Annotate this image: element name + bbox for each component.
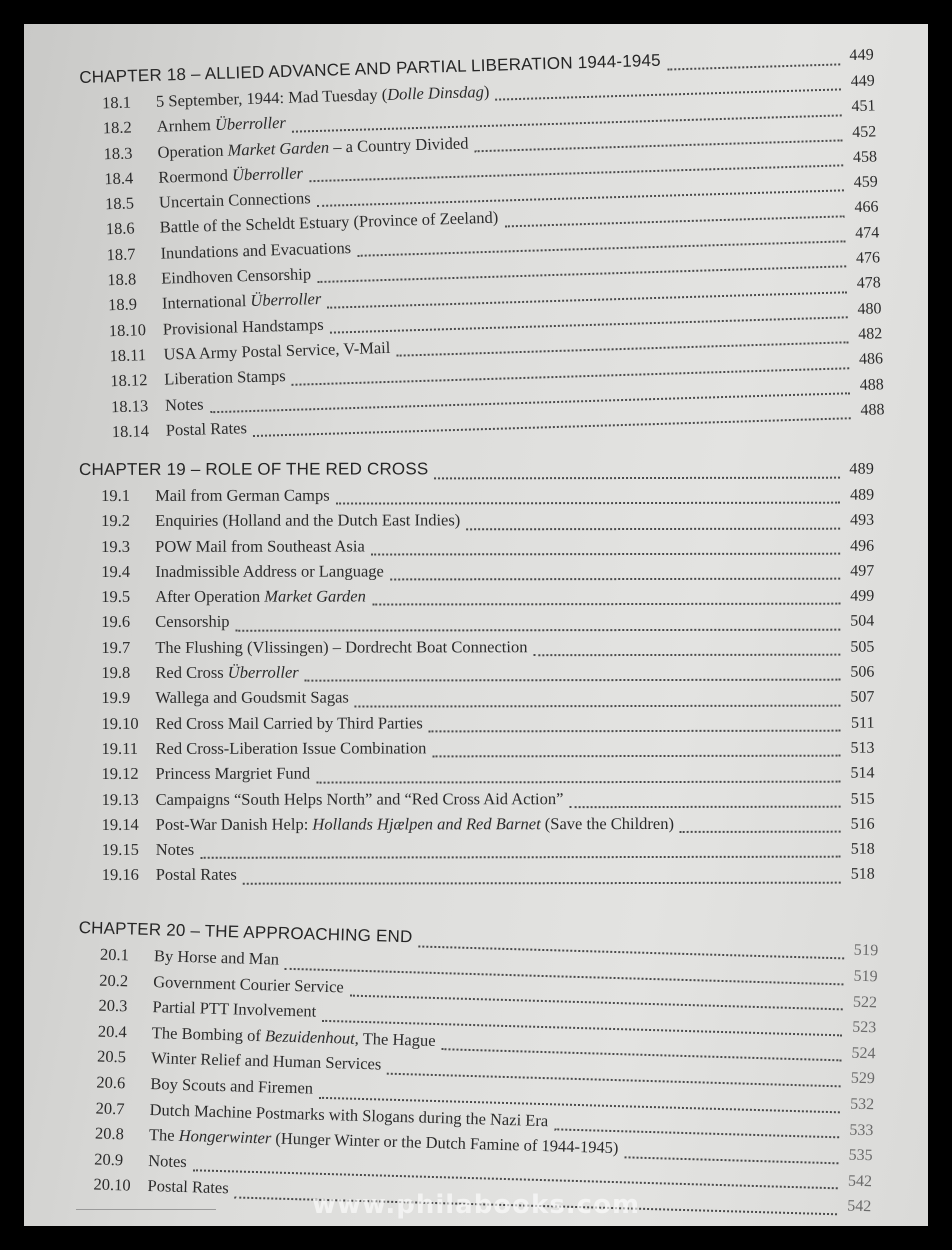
section-title-text: Arnhem [156,115,216,137]
section-title [155,663,298,683]
section-page-number: 505 [850,638,875,656]
section-page-number: 523 [852,1018,877,1037]
section-title [150,1074,313,1099]
section-page-number: 466 [854,198,879,217]
section-title-tail: , The Hague [354,1028,436,1050]
section-title-tail: (Hunger Winter or the Dutch Famine of 1944-1945) [271,1128,619,1158]
section-title [158,163,303,187]
section-number: 19.14 [101,814,139,834]
section-number: 20.5 [96,1046,127,1067]
toc-entry [79,611,874,638]
section-number: 20.2 [99,970,129,990]
section-title [156,840,195,860]
section-title [156,814,674,835]
section-title [156,865,237,885]
section-number: 20.4 [97,1021,127,1042]
section-number: 18.3 [103,143,133,163]
section-title-text: International [161,291,251,314]
toc-entry [80,788,875,815]
section-title-text: Inundations and Evacuations [160,237,352,263]
section-number: 19.13 [101,789,139,809]
section-title-text: Postal Rates [147,1176,229,1198]
section-page-number: 524 [851,1044,876,1063]
section-page-number: 542 [847,1197,872,1216]
dot-leader [336,501,840,505]
section-page-number: 529 [850,1069,876,1088]
section-title-italic: Hongerwinter [178,1126,272,1148]
section-title [162,315,323,340]
section-title-text: Roermond [157,165,233,187]
toc-entry [79,561,874,588]
section-number: 18.7 [106,244,136,265]
book-page [24,24,928,1226]
section-title [155,587,366,607]
section-page-number: 506 [850,663,875,681]
section-number: 20.9 [94,1149,124,1170]
section-number: 20.1 [99,944,130,965]
dot-leader [466,526,840,530]
section-page-number: 516 [850,815,875,833]
section-number: 18.5 [104,193,135,214]
watermark: www.philabooks.com [311,1190,641,1220]
section-title-text: Red Cross Mail Carried by Third Parties [155,713,423,733]
section-number: 18.2 [102,117,132,138]
toc-entry [80,763,875,790]
section-title [156,113,286,137]
section-number: 19.2 [101,511,130,531]
section-title-text: Post-War Danish Help: [155,814,313,834]
chapter-page-number: 489 [849,460,875,478]
section-number: 19.15 [101,840,139,860]
section-title-text: Mail from German Camps [155,485,330,505]
section-title-text: 5 September, 1944: Mad Tuesday ( [155,84,388,111]
section-title [155,536,365,556]
section-title-text: Notes [164,394,204,415]
section-number: 18.8 [107,269,137,290]
section-title-tail: ) [483,81,490,101]
chapter-title: CHAPTER 19 – ROLE OF THE RED CROSS [79,459,429,479]
section-title-text: The [148,1125,180,1146]
section-title-text: Notes [155,839,195,860]
section-page-number: 476 [855,249,881,268]
section-page-number: 507 [850,688,875,707]
section-page-number: 459 [853,173,878,192]
toc-entry [79,636,874,663]
section-title [155,688,348,708]
section-page-number: 522 [852,993,878,1011]
dot-leader [680,830,841,833]
section-number: 20.8 [94,1123,125,1144]
section-title-text: Censorship [155,612,230,632]
dot-leader [429,729,841,733]
section-title-text: The Flushing (Vlissingen) – Dordrecht Boat Connection [155,636,528,657]
section-title-text: Campaigns “South Helps North” and “Red Cross Aid Action” [155,788,564,809]
section-title [155,486,330,506]
section-title-italic: Überroller [231,163,304,185]
dot-leader [316,779,840,783]
toc-entry [79,687,874,714]
toc-entry [80,839,875,866]
section-number: 18.1 [101,92,132,113]
dot-leader [371,552,840,556]
section-page-number: 504 [850,613,875,631]
section-number: 18.11 [109,345,147,366]
section-title [156,789,564,810]
toc-entry [80,813,875,840]
section-number: 18.4 [104,168,134,189]
dot-leader [533,653,840,657]
section-title-tail: – a Country Divided [328,133,469,157]
section-title-text: Eindhoven Censorship [160,264,312,288]
section-title [148,1151,187,1172]
section-number: 18.14 [111,420,150,442]
toc-entry [79,485,874,512]
dot-leader [236,627,841,631]
section-number: 20.7 [95,1098,125,1118]
section-title-tail: (Save the Children) [540,813,675,834]
dot-leader [434,476,840,480]
section-title-italic: Überroller [250,289,322,311]
section-title-text: The Bombing of [151,1022,266,1046]
toc-entry [79,586,874,613]
dot-leader [355,703,841,707]
section-title [155,637,527,658]
section-title-text: Postal Rates [155,865,237,885]
section-title-italic: Überroller [227,662,299,682]
section-page-number: 451 [851,97,876,116]
section-title-text: Operation [157,140,228,162]
section-page-number: 489 [850,486,875,504]
section-page-number: 515 [850,790,875,808]
section-page-number: 519 [853,967,878,986]
section-page-number: 486 [858,350,884,369]
section-page-number: 514 [850,764,875,782]
section-title [162,289,322,314]
section-title [165,394,204,415]
toc-entry [79,662,874,689]
section-page-number: 480 [857,299,882,318]
section-page-number: 482 [857,325,883,343]
section-title-italic: Market Garden [264,586,366,606]
section-number: 19.6 [101,612,131,632]
dot-leader [624,1155,838,1164]
dot-leader [390,577,840,581]
section-title [156,764,311,784]
section-number: 19.3 [101,536,131,556]
section-page-number: 478 [856,274,881,293]
section-page-number: 533 [849,1121,874,1139]
section-number: 20.3 [98,995,128,1016]
section-title-text: Notes [147,1150,188,1171]
section-number: 19.7 [101,637,131,657]
section-page-number: 511 [851,714,875,732]
section-number: 19.8 [101,662,131,683]
toc-entry [80,864,875,891]
section-title [152,997,316,1022]
section-number: 20.10 [93,1174,131,1195]
toc-entry [79,535,874,562]
section-title-italic: Hollands Hjælpen and Red Barnet [312,814,541,834]
section-page-number: 474 [854,224,880,242]
chapter-page-number: 449 [849,46,875,65]
section-title-text: Liberation Stamps [163,366,286,389]
dot-leader [200,855,841,859]
chapter-page-number: 519 [853,941,879,960]
section-title-text: Red Cross [155,662,228,682]
section-page-number: 496 [850,537,875,555]
section-title-italic: Bezuidenhout [264,1026,356,1048]
chapter-20-section [71,918,879,1222]
toc-entry [79,510,874,537]
section-page-number: 532 [849,1095,875,1114]
section-number: 20.6 [96,1072,126,1093]
chapter-heading [79,459,874,486]
toc-entry [79,712,874,739]
section-title-italic: Dolle Dinsdag [386,82,485,104]
section-title-text: Battle of the Scheldt Estuary (Province of Zeeland) [159,208,499,238]
dot-leader [305,678,841,682]
chapter-title: CHAPTER 18 – ALLIED ADVANCE AND PARTIAL LIBERATION 1944-1945 [79,50,662,87]
section-page-number: 452 [851,122,877,141]
section-number: 18.10 [108,319,147,340]
section-number: 18.12 [110,370,148,391]
section-title [155,738,426,758]
section-title-text: Boy Scouts and Firemen [150,1074,314,1098]
section-number: 19.1 [101,485,130,505]
section-title-text: Partial PTT Involvement [152,997,317,1021]
section-title-italic: Market Garden [227,137,330,160]
section-number: 18.13 [110,395,149,416]
section-page-number: 535 [848,1146,873,1165]
section-title [153,972,344,997]
section-number: 19.4 [101,561,131,581]
section-title [160,238,351,264]
section-number: 18.6 [105,218,135,239]
section-title [154,946,280,969]
dot-leader [569,805,840,808]
section-title-text: Red Cross-Liberation Issue Combination [155,738,427,758]
section-title [155,713,422,733]
section-page-number: 513 [850,739,875,757]
section-page-number: 493 [850,511,875,529]
section-number: 19.10 [101,713,139,733]
section-title-text: Princess Margriet Fund [155,763,311,784]
section-title-text: POW Mail from Southeast Asia [155,536,365,556]
section-page-number: 518 [850,840,875,858]
section-title [159,188,311,212]
section-title-text: Wallega and Goudsmit Sagas [155,687,349,708]
chapter-title: CHAPTER 20 – THE APPROACHING END [78,918,413,947]
dot-leader [253,416,851,437]
section-number: 19.5 [101,587,131,607]
section-title-text: Winter Relief and Human Services [150,1048,382,1074]
section-title-text: Dutch Machine Postmarks with Slogans during the Nazi Era [149,1099,549,1130]
section-page-number: 488 [860,401,885,419]
section-title [165,418,247,440]
section-title [164,366,286,390]
section-page-number: 488 [859,375,884,394]
section-title-text: Uncertain Connections [158,188,311,212]
dot-leader [667,62,840,70]
chapter-19-section [79,459,875,891]
section-number: 19.11 [101,738,139,758]
section-title-text: USA Army Postal Service, V-Mail [163,337,391,364]
section-number: 18.9 [107,294,138,315]
section-page-number: 449 [850,72,875,91]
section-number: 19.9 [101,688,131,708]
section-number: 19.16 [101,865,139,885]
section-number: 19.12 [101,764,139,784]
section-title-text: Postal Rates [165,418,248,440]
section-title-text: By Horse and Man [153,946,280,969]
section-page-number: 458 [852,148,878,166]
section-title-text: After Operation [155,586,265,607]
section-title [161,264,311,288]
section-title-text: Inadmissible Address or Language [155,561,384,581]
section-title [155,612,229,632]
section-title-text: Government Courier Service [152,971,345,997]
dot-leader [372,602,840,606]
section-page-number: 499 [850,587,875,605]
section-title-italic: Überroller [214,113,287,135]
section-title-text: Enquiries (Holland and the Dutch East Indies) [155,510,461,531]
section-page-number: 518 [850,866,875,884]
chapter-18-section [79,44,885,448]
dot-leader [243,880,841,884]
section-title [155,561,384,581]
section-page-number: 497 [850,562,875,580]
dot-leader [432,754,840,758]
toc-entry [79,738,874,765]
section-title-text: Provisional Handstamps [162,314,324,339]
section-title [155,511,460,532]
section-page-number: 542 [847,1172,873,1190]
